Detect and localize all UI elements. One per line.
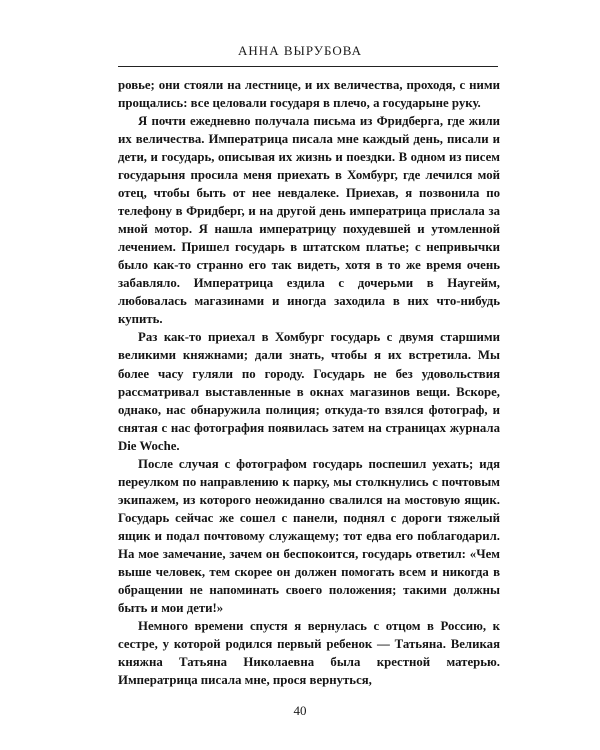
running-title: АННА ВЫРУБОВА [238, 43, 362, 58]
paragraph-3: Раз как-то приехал в Хомбург государь с двумя старшими великими княжнами; дали знать, чтобы я их встретила. Мы более часу гуляли по городу. Государь не без удовольствия рассматривал выставленные в окнах магазинов вещи. Вскоре, однако, нас обнаружила полиция; откуда-то взялся фотограф, и снятая с нас фотография появилась затем на страницах журнала Die Woche. [118, 330, 500, 453]
page-number: 40 [293, 703, 307, 718]
body-text [118, 76, 500, 689]
header-rule [118, 66, 498, 67]
paragraph-4: После случая с фотографом государь поспешил уехать; идя переулком по направлению к парку, мы столкнулись с почтовым экипажем, из которого неожиданно свалился на мостовую ящик. Государь сейчас же сошел с панели, поднял с дороги тяжелый ящик и подал почтовому служащему; тот едва его поблагодарил. На мое замечание, зачем он беспокоится, государь ответил: «Чем выше человек, тем скорее он должен помогать всем и никогда в обращении не напоминать своего положения; такими должны быть и мои дети!» [118, 456, 500, 615]
paragraph-2: Я почти ежедневно получала письма из Фридберга, где жили их величества. Императрица писала мне каждый день, писали и дети, и государь, описывая их жизнь и поездки. В одном из писем государыня просила меня приехать в Хомбург, где лечился мой отец, чтобы быть от нее невдалеке. Приехав, я позвонила по телефону в Фридберг, и на другой день императрица прислала за мной мотор. Я нашла императрицу похудевшей и утомленной лечением. Пришел государь в штатском платье; с непривычки было как-то странно его так видеть, хотя в то же время очень забавляло. Императрица ездила с дочерьми в Наугейм, любовалась магазинами и иногда заходила в них что-нибудь купить. [118, 114, 500, 327]
paragraph-1: ровье; они стояли на лестнице, и их величества, проходя, с ними прощались: все целовали государя в плечо, а государыне руку. [118, 78, 500, 111]
paragraph-5: Немного времени спустя я вернулась с отцом в Россию, к сестре, у которой родился первый ребенок — Татьяна. Великая княжна Татьяна Николаевна была крестной матерью. Императрица писала мне, прося вернуться, [118, 618, 500, 688]
